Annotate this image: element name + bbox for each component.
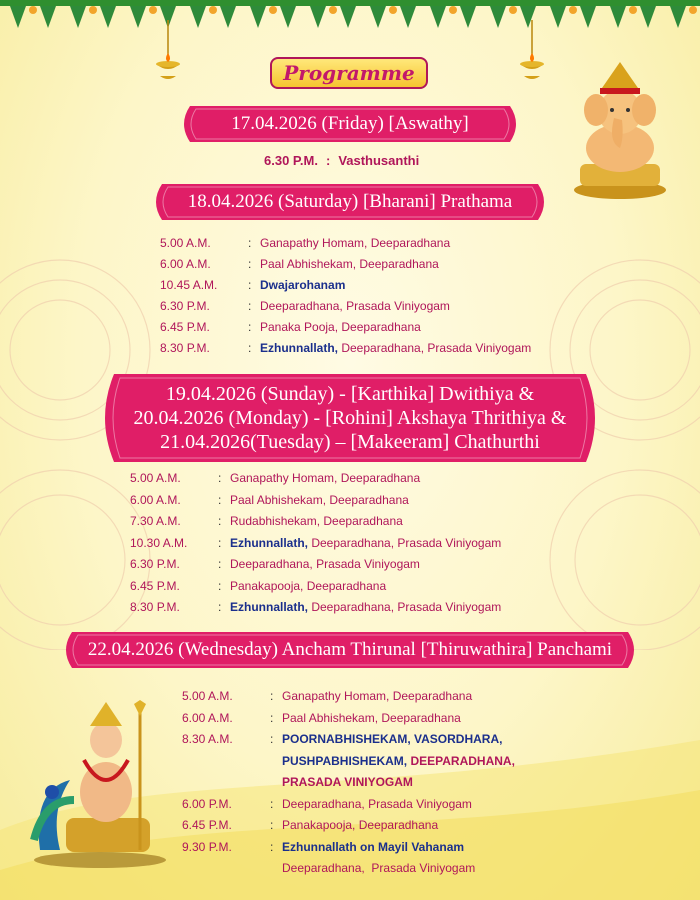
entry-description: Paal Abhishekam, Deeparadhana	[282, 710, 461, 725]
entry-highlight: Ezhunnallath on Mayil Vahanam	[282, 839, 465, 854]
schedule-entry	[160, 299, 450, 313]
entry-time: 8.30 A.M.	[182, 732, 233, 746]
entry-description: Deeparadhana, Prasada Viniyogam	[308, 600, 502, 614]
lamp-icon	[148, 20, 188, 84]
entry-highlight: Dwajarohanam	[260, 278, 346, 292]
day3-banner	[96, 374, 604, 462]
schedule-entry	[130, 600, 501, 614]
schedule-entry	[182, 797, 472, 811]
schedule-entry	[182, 711, 461, 725]
schedule-entry	[182, 861, 475, 875]
schedule-entry	[130, 471, 420, 485]
entry-time: 5.00 A.M.	[160, 236, 211, 250]
schedule-entry	[160, 257, 439, 271]
day2-title: 18.04.2026 (Saturday) [Bharani] Prathama	[187, 191, 513, 212]
entry-separator: :	[248, 299, 252, 313]
entry-time: 6.45 P.M.	[182, 818, 232, 832]
day3-title-line1: 19.04.2026 (Sunday) - [Karthika] Dwithiya &	[165, 383, 535, 405]
entry-description: Panakapooja, Deeparadhana	[230, 578, 387, 593]
entry-time	[182, 754, 270, 768]
day3-title-line2: 20.04.2026 (Monday) - [Rohini] Akshaya Thrithiya &	[133, 407, 567, 429]
lamp-icon	[512, 20, 552, 84]
entry-description: Deeparadhana, Prasada Viniyogam	[260, 299, 450, 313]
entry-time: 6.00 A.M.	[160, 257, 211, 271]
entry-description: Deeparadhana, Prasada Viniyogam	[230, 557, 420, 571]
entry-time: 6.00 A.M.	[130, 492, 181, 507]
entry-separator: :	[270, 689, 274, 703]
schedule-entry	[130, 514, 403, 528]
entry-highlight: PUSHPABHISHEKAM,	[282, 753, 408, 768]
entry-time: 6.30 P.M.	[130, 557, 180, 571]
entry-description: Ganapathy Homam, Deeparadhana	[230, 471, 421, 485]
entry-description: PRASADA VINIYOGAM	[282, 775, 413, 789]
entry-description: Panaka Pooja, Deeparadhana	[260, 320, 421, 334]
entry-description: Paal Abhishekam, Deeparadhana	[260, 257, 439, 271]
entry-separator: :	[248, 236, 252, 250]
entry-time: 8.30 P.M.	[130, 600, 180, 614]
day1-banner	[178, 106, 522, 142]
entry-time: 6.00 P.M.	[182, 796, 232, 811]
entry-separator: :	[248, 320, 252, 334]
entry-time: 9.30 P.M.	[182, 839, 232, 854]
day2-banner	[150, 184, 550, 220]
garland-icon	[0, 0, 700, 60]
entry-separator: :	[218, 514, 222, 528]
schedule-entry	[182, 754, 515, 768]
entry-highlight: Ezhunnallath,	[260, 341, 338, 355]
entry-description: Vasthusanthi	[338, 153, 420, 168]
ganesha-image	[570, 52, 670, 202]
entry-separator: :	[270, 732, 274, 746]
entry-description: Rudabhishekam, Deeparadhana	[230, 514, 403, 528]
entry-description: Deeparadhana, Prasada Viniyogam	[282, 861, 476, 875]
entry-description: DEEPARADHANA,	[407, 753, 515, 768]
day3-title-line3: 21.04.2026(Tuesday) – [Makeeram] Chathurthi	[160, 431, 540, 453]
entry-separator: :	[218, 557, 222, 571]
entry-separator	[270, 754, 282, 768]
entry-time	[182, 775, 270, 789]
entry-separator: :	[248, 341, 252, 355]
entry-time: 6.45 P.M.	[130, 578, 180, 593]
programme-heading-text: Programme	[283, 61, 415, 85]
entry-description: Panakapooja, Deeparadhana	[282, 818, 439, 832]
entry-time: 5.00 A.M.	[182, 689, 233, 703]
entry-separator: :	[218, 492, 222, 507]
entry-separator: :	[325, 153, 331, 168]
entry-separator	[270, 775, 282, 789]
entry-separator: :	[270, 818, 274, 832]
entry-separator: :	[270, 839, 274, 854]
entry-highlight: POORNABHISHEKAM, VASORDHARA,	[282, 732, 503, 746]
entry-separator: :	[218, 535, 222, 550]
entry-time: 5.00 A.M.	[130, 471, 181, 485]
entry-time: 6.45 P.M.	[160, 320, 210, 334]
day1-title: 17.04.2026 (Friday) [Aswathy]	[231, 113, 469, 134]
entry-separator	[270, 861, 282, 875]
entry-time	[182, 861, 270, 875]
entry-time: 6.30 P.M.	[264, 153, 318, 168]
entry-description: Ganapathy Homam, Deeparadhana	[282, 689, 473, 703]
entry-time: 7.30 A.M.	[130, 514, 181, 528]
schedule-entry	[130, 493, 409, 507]
entry-time: 10.45 A.M.	[160, 278, 218, 292]
schedule-entry	[160, 236, 450, 250]
entry-separator: :	[270, 710, 274, 725]
schedule-entry	[130, 536, 501, 550]
entry-description: Paal Abhishekam, Deeparadhana	[230, 492, 409, 507]
entry-highlight: Ezhunnallath,	[230, 535, 308, 550]
entry-separator: :	[218, 600, 222, 614]
murugan-peacock-image	[30, 700, 170, 870]
programme-heading	[270, 57, 428, 89]
entry-separator: :	[218, 471, 222, 485]
entry-separator: :	[218, 578, 222, 593]
entry-time: 8.30 P.M.	[160, 341, 210, 355]
schedule-entry	[182, 689, 472, 703]
entry-time: 6.00 A.M.	[182, 710, 233, 725]
schedule-entry	[160, 341, 531, 355]
schedule-entry	[160, 320, 421, 334]
schedule-entry	[130, 579, 386, 593]
schedule-entry	[182, 775, 413, 789]
day4-banner	[60, 632, 640, 668]
entry-time: 10.30 A.M.	[130, 535, 188, 550]
entry-time: 6.30 P.M.	[160, 299, 210, 313]
schedule-entry	[182, 818, 438, 832]
entry-separator: :	[248, 278, 252, 292]
day1-entry	[264, 153, 419, 168]
entry-description: Deeparadhana, Prasada Viniyogam	[338, 341, 532, 355]
entry-highlight: Ezhunnallath,	[230, 600, 308, 614]
schedule-entry	[182, 840, 464, 854]
entry-description: Deeparadhana, Prasada Viniyogam	[308, 535, 502, 550]
schedule-entry	[130, 557, 420, 571]
entry-separator: :	[248, 257, 252, 271]
entry-description: Deeparadhana, Prasada Viniyogam	[282, 796, 472, 811]
schedule-entry	[160, 278, 345, 292]
entry-description: Ganapathy Homam, Deeparadhana	[260, 236, 451, 250]
day4-title: 22.04.2026 (Wednesday) Ancham Thirunal [Thiruwathira] Panchami	[87, 639, 613, 660]
entry-separator: :	[270, 796, 274, 811]
schedule-entry	[182, 732, 502, 746]
